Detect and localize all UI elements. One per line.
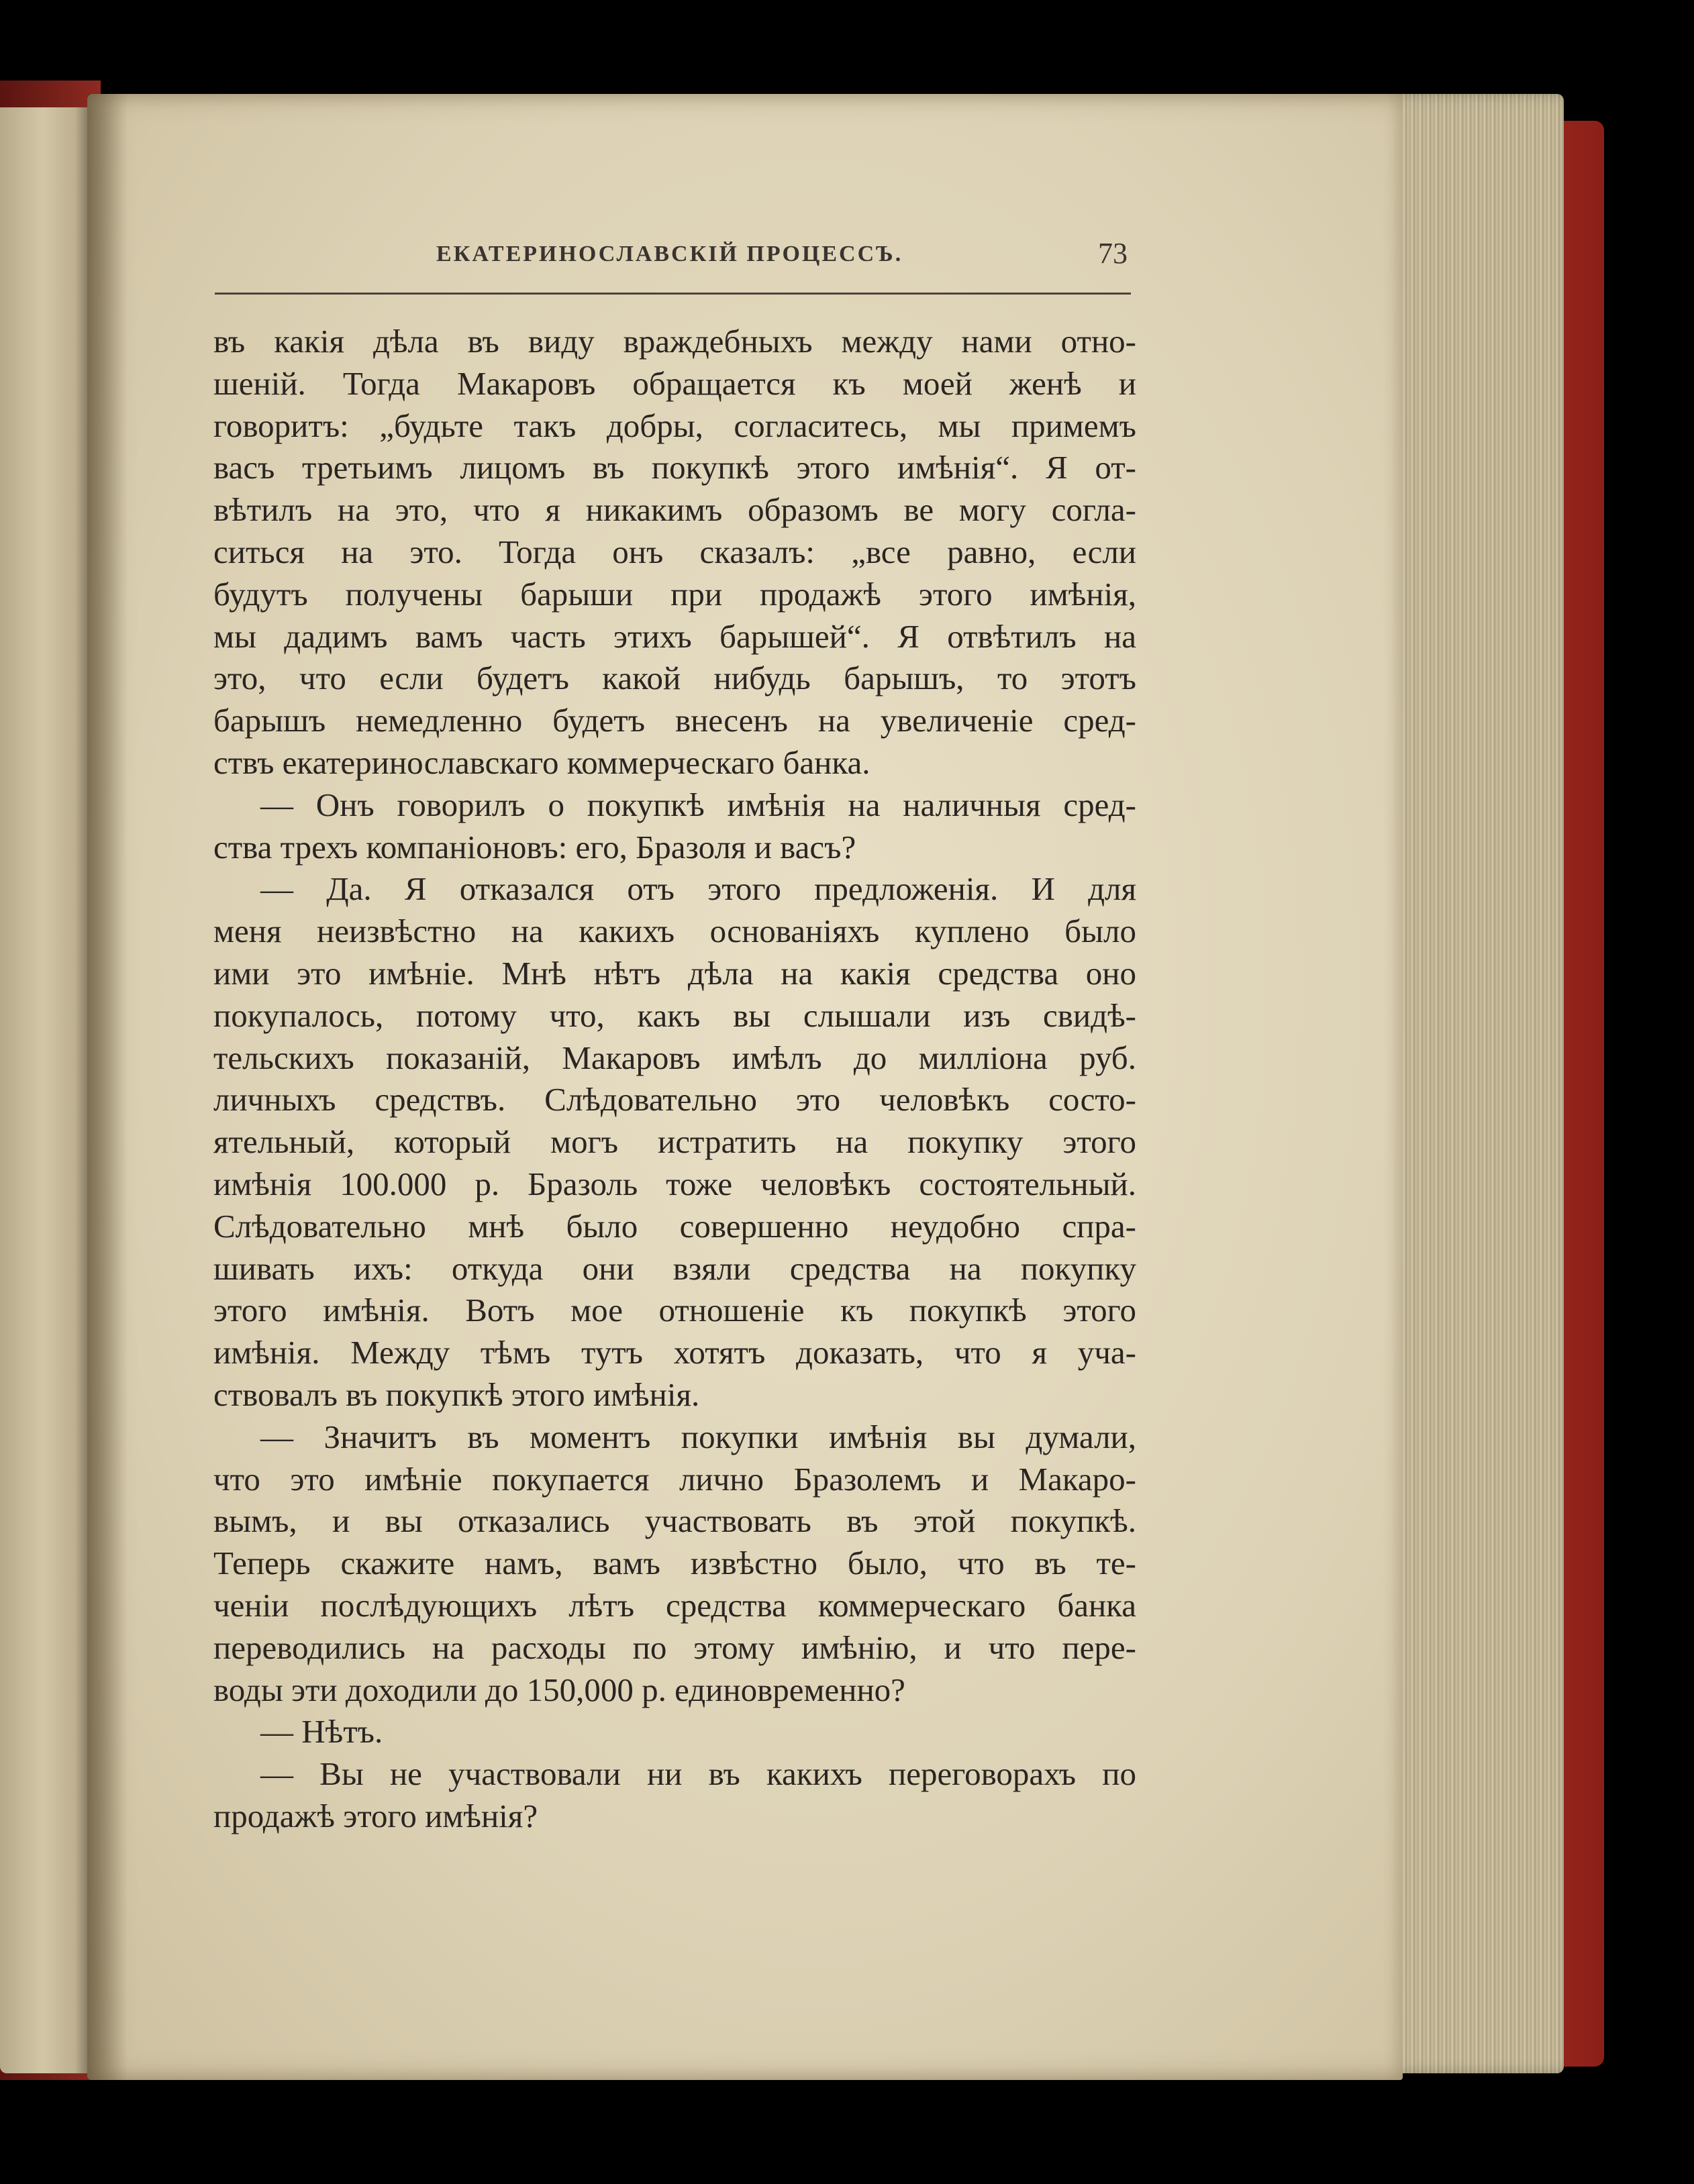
text-line: воды эти доходили до 150,000 р. единовременно?	[213, 1671, 905, 1708]
text-line: тельскихъ показанiй, Макаровъ имѣлъ до миллiона руб.	[213, 1039, 1136, 1076]
previous-page-edge	[0, 107, 94, 2073]
text-line: имѣнiя 100.000 р. Бразоль тоже человѣкъ состоятельный.	[213, 1165, 1136, 1202]
text-line: говоритъ: „будьте такъ добры, согласитесь, мы примемъ	[213, 407, 1136, 444]
text-line: барышъ немедленно будетъ внесенъ на увеличенiе сред-	[213, 702, 1136, 739]
text-line: Теперь скажите намъ, вамъ извѣстно было, что въ те-	[213, 1545, 1136, 1582]
text-line: шенiй. Тогда Макаровъ обращается къ моей женѣ и	[213, 364, 1136, 402]
text-line: вымъ, и вы отказались участвовать въ этой покупкѣ.	[213, 1502, 1136, 1540]
text-line: Слѣдовательно мнѣ было совершенно неудобно спра-	[213, 1207, 1136, 1245]
page-number: 73	[1098, 237, 1128, 270]
text-line: ченiи послѣдующихъ лѣтъ средства коммерческаго банка	[213, 1586, 1136, 1624]
text-line: ствъ екатеринославскаго коммерческаго банка.	[213, 743, 870, 781]
text-line: переводились на расходы по этому имѣнiю, и что пере-	[213, 1628, 1136, 1666]
text-line: личныхъ средствъ. Слѣдовательно это человѣкъ состо-	[213, 1081, 1136, 1119]
text-line: имѣнiя. Между тѣмъ тутъ хотятъ доказать, что я уча-	[213, 1334, 1136, 1371]
text-line: мы дадимъ вамъ часть этихъ барышей“. Я отвѣтилъ на	[213, 617, 1136, 655]
text-line: этого имѣнiя. Вотъ мое отношенiе къ покупкѣ этого	[213, 1292, 1136, 1329]
running-title: ЕКАТЕРИНОСЛАВСКIЙ ПРОЦЕССЪ.	[436, 242, 903, 266]
running-header	[215, 237, 1128, 289]
text-line: ятельный, который могъ истратить на покупку этого	[213, 1123, 1136, 1161]
text-line: — Вы не участвовали ни въ какихъ переговорахъ по	[260, 1755, 1136, 1793]
text-line: — Да. Я отказался отъ этого предложенiя. И для	[260, 870, 1136, 908]
text-line: меня неизвѣстно на какихъ основанiяхъ куплено было	[213, 913, 1136, 950]
text-line: продажѣ этого имѣнiя?	[213, 1797, 538, 1834]
header-rule	[215, 293, 1131, 295]
text-line: — Значитъ въ моментъ покупки имѣнiя вы думали,	[260, 1418, 1136, 1455]
gutter-shadow	[87, 94, 128, 2080]
text-line: шивать ихъ: откуда они взяли средства на покупку	[213, 1249, 1136, 1287]
text-line: ситься на это. Тогда онъ сказалъ: „все равно, если	[213, 533, 1136, 570]
text-line: будутъ получены барыши при продажѣ этого имѣнiя,	[213, 575, 1136, 613]
body-text	[213, 321, 1136, 1838]
text-line: что это имѣнiе покупается лично Бразолемъ и Макаро-	[213, 1460, 1136, 1498]
page-block-edges	[1376, 94, 1564, 2073]
text-line: вѣтилъ на это, что я никакимъ образомъ ве могу согла-	[213, 491, 1136, 529]
text-line: васъ третьимъ лицомъ въ покупкѣ этого имѣнiя“. Я от-	[213, 449, 1136, 486]
text-line: ствовалъ въ покупкѣ этого имѣнiя.	[213, 1375, 700, 1413]
text-line: — Нѣтъ.	[260, 1713, 383, 1751]
text-line: это, что если будетъ какой нибудь барышъ, то этотъ	[213, 660, 1136, 697]
text-line: — Онъ говорилъ о покупкѣ имѣнiя на наличныя сред-	[260, 786, 1136, 823]
text-line: ства трехъ компанiоновъ: его, Бразоля и васъ?	[213, 828, 856, 866]
text-line: ими это имѣнiе. Мнѣ нѣтъ дѣла на какiя средства оно	[213, 954, 1136, 992]
text-line: въ какiя дѣла въ виду враждебныхъ между нами отно-	[213, 323, 1136, 360]
text-line: покупалось, потому что, какъ вы слышали изъ свидѣ-	[213, 996, 1136, 1034]
